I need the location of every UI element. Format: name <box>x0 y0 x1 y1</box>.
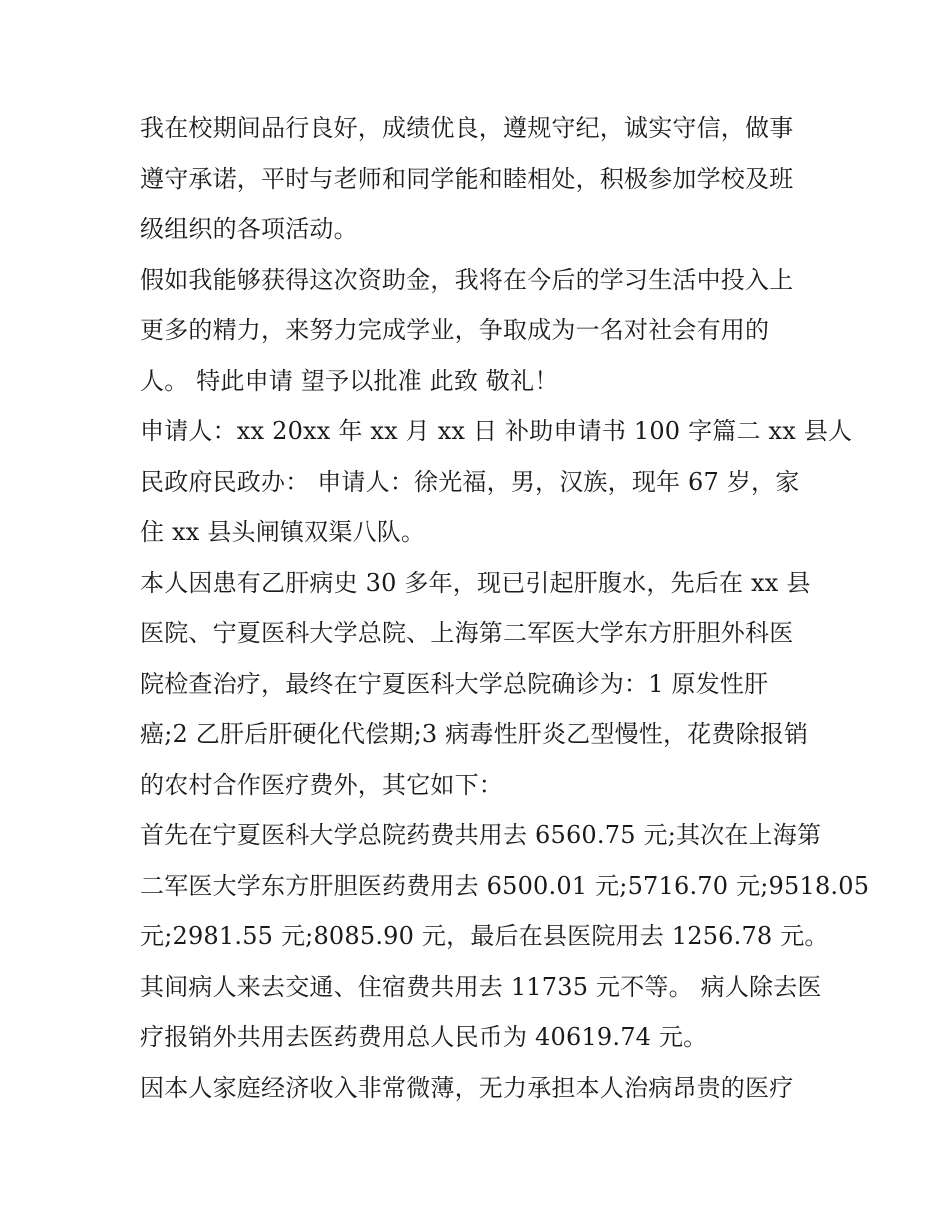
text-line: 元;2981.55 元;8085.90 元，最后在县医院用去 1256.78 元。 <box>140 922 829 950</box>
paragraph-total <box>140 962 820 1063</box>
text-line: 假如我能够获得这次资助金，我将在今后的学习生活中投入上 <box>140 265 794 294</box>
text-line: 我在校期间品行良好，成绩优良，遵规守纪，诚实守信，做事 <box>140 114 794 142</box>
text-line: 其间病人来去交通、住宿费共用去 11735 元不等。 病人除去医 <box>140 972 822 1001</box>
text-line: 癌;2 乙肝后肝硬化代偿期;3 病毒性肝炎乙型慢性，花费除报销 <box>140 720 809 748</box>
paragraph-hardship <box>140 1063 820 1114</box>
paragraph-applicant <box>140 406 853 558</box>
text-line: 更多的精力，来努力完成学业，争取成为一名对社会有用的 <box>140 316 770 344</box>
text-line: 院检查治疗，最终在宁夏医科大学总院确诊为：1 原发性肝 <box>140 669 769 698</box>
text-line: 因本人家庭经济收入非常微薄，无力承担本人治病昂贵的医疗 <box>140 1073 794 1102</box>
text-line: 民政府民政办： 申请人：徐光福，男，汉族，现年 67 岁，家 <box>140 467 800 496</box>
paragraph-expenses <box>140 810 870 962</box>
text-line: 级组织的各项活动。 <box>140 215 358 243</box>
paragraph-conduct <box>140 103 820 255</box>
paragraph-commitment <box>140 255 820 407</box>
text-line: 医院、宁夏医科大学总院、上海第二军医大学东方肝胆外科医 <box>140 619 794 647</box>
text-line: 人。 特此申请 望予以批准 此致 敬礼！ <box>140 366 559 395</box>
text-line: 本人因患有乙肝病史 30 多年，现已引起肝腹水，先后在 xx 县 <box>140 568 811 597</box>
paragraph-illness <box>140 558 820 811</box>
text-line: 遵守承诺，平时与老师和同学能和睦相处，积极参加学校及班 <box>140 164 794 193</box>
text-line: 疗报销外共用去医药费用总人民币为 40619.74 元。 <box>140 1023 708 1051</box>
text-line: 首先在宁夏医科大学总院药费共用去 6560.75 元;其次在上海第 <box>140 821 822 849</box>
text-line: 住 xx 县头闸镇双渠八队。 <box>140 518 426 546</box>
document-body <box>140 103 870 1113</box>
text-line: 二军医大学东方肝胆医药费用去 6500.01 元;5716.70 元;9518.05 <box>140 871 870 900</box>
text-line: 的农村合作医疗费外，其它如下： <box>140 770 503 799</box>
text-line: 申请人：xx 20xx 年 xx 月 xx 日 补助申请书 100 字篇二 xx 县人 <box>140 417 853 445</box>
